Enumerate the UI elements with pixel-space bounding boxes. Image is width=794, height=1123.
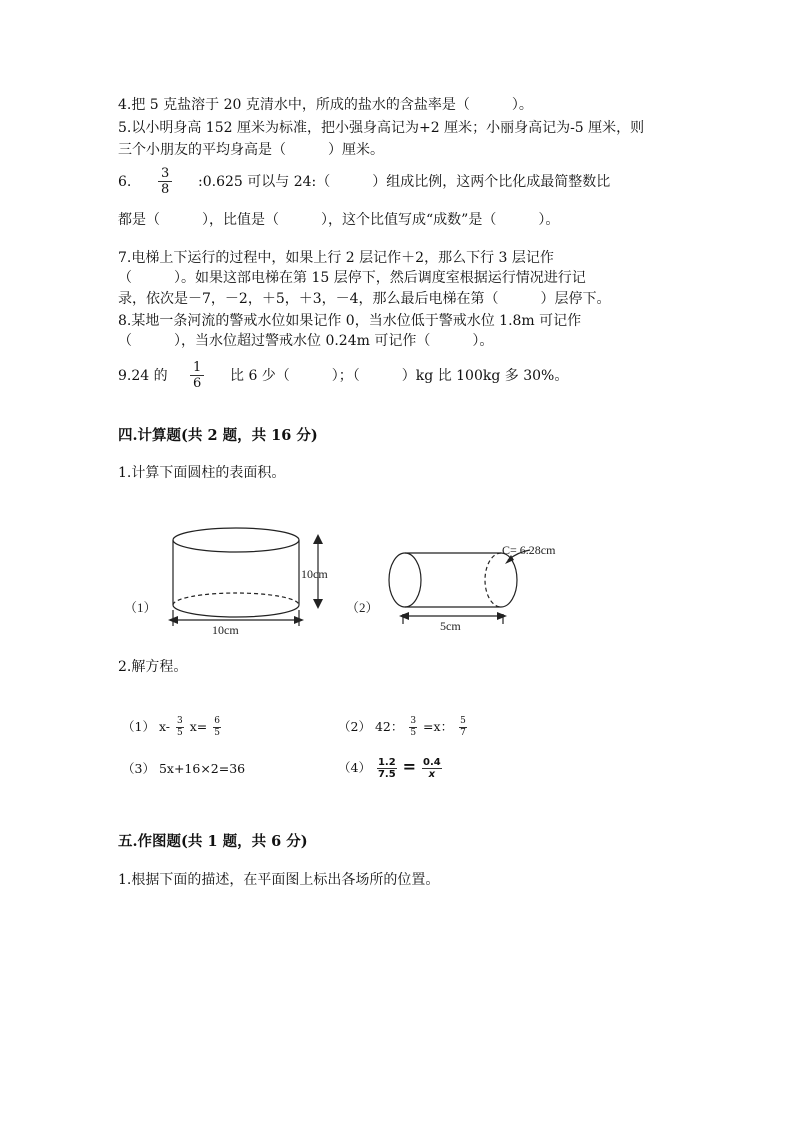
question-6-fraction [158, 166, 172, 197]
calc-question-2: 2.解方程。 [118, 659, 188, 675]
equation-1-label: （1） [122, 719, 155, 734]
question-4: 4.把 5 克盐溶于 20 克清水中，所成的盐水的含盐率是（ ）。 [118, 97, 533, 113]
calc-question-1: 1.计算下面圆柱的表面积。 [118, 465, 286, 481]
equation-1-a: x- [158, 719, 170, 734]
fraction-numerator: 6 [214, 716, 220, 726]
equation-1-b: x= [189, 719, 208, 734]
equation-4-fraction-1 [377, 757, 397, 780]
equation-2-a: 42： [374, 719, 404, 734]
equation-1 [122, 714, 223, 740]
equation-2 [338, 714, 469, 740]
equation-3-text: 5x+16×2=36 [158, 761, 246, 776]
fraction-denominator: 5 [410, 728, 417, 738]
fraction-denominator: 7.5 [377, 769, 396, 780]
equation-4-fraction-2 [422, 757, 442, 780]
question-6-text1: :0.625 可以与 24:（ ）组成比例，这两个比化成最简整数比 [198, 174, 611, 190]
cylinder-figures [110, 520, 590, 650]
fraction-denominator: 8 [161, 182, 170, 197]
fraction-denominator: x [428, 769, 436, 780]
equation-2-b: =x： [423, 719, 454, 734]
fraction-numerator: 3 [158, 166, 172, 182]
fraction-denominator: 7 [460, 728, 466, 738]
equation-1-fraction-2 [213, 716, 221, 739]
question-7-line2: （ ）。如果这部电梯在第 15 层停下，然后调度室根据运行情况进行记 [118, 270, 586, 286]
question-8-line1: 8.某地一条河流的警戒水位如果记作 0，当水位低于警戒水位 1.8m 可记作 [118, 313, 582, 329]
draw-question-1: 1.根据下面的描述，在平面图上标出各场所的位置。 [118, 872, 440, 888]
fraction-denominator: 5 [176, 728, 183, 738]
equation-3 [122, 756, 245, 782]
question-8-line2: （ ），当水位超过警戒水位 0.24m 可记作（ ）。 [118, 333, 494, 349]
cylinder-1 [168, 528, 323, 626]
equation-4 [338, 754, 444, 781]
fig1-label: （1） [124, 600, 157, 615]
question-6-text2: 都是（ ），比值是（ ），这个比值写成“成数”是（ ）。 [118, 212, 560, 228]
fig1-diameter-label: 10cm [212, 623, 239, 637]
question-6-number: 6. [118, 174, 132, 190]
cylinder-2 [389, 550, 530, 624]
equation-4-equals: = [402, 757, 417, 776]
equation-2-fraction-1 [409, 716, 417, 739]
question-5: 5.以小明身高 152 厘米为标准，把小强身高记为+2 厘米；小丽身高记为-5 厘米，则三个小朋友的平均身高是（ ）厘米。 [118, 120, 645, 158]
equation-2-label: （2） [338, 719, 371, 734]
fraction-numerator: 1 [190, 360, 204, 376]
question-9-text: 比 6 少（ ）；（ ）kg 比 100kg 多 30%。 [230, 368, 569, 384]
question-9-prefix: 9.24 的 [118, 368, 168, 384]
section-4-title: 四.计算题(共 2 题，共 16 分) [118, 427, 318, 444]
question-9-fraction [190, 360, 204, 391]
equation-2-fraction-2 [459, 716, 467, 739]
fraction-denominator: 6 [193, 376, 202, 391]
fraction-numerator: 3 [410, 716, 417, 726]
fraction-numerator: 1.2 [377, 757, 396, 768]
fig2-label: （2） [346, 600, 379, 615]
equation-4-label: （4） [338, 760, 371, 775]
fig2-length-label: 5cm [440, 619, 461, 633]
question-7-line3: 录，依次是－7，－2，＋5，＋3，－4，那么最后电梯在第（ ）层停下。 [118, 291, 611, 307]
section-5-title: 五.作图题(共 1 题，共 6 分) [118, 833, 308, 850]
fraction-numerator: 0.4 [423, 757, 441, 768]
fig2-circumference-label: C= 6.28cm [502, 543, 556, 557]
equation-3-label: （3） [122, 761, 155, 776]
question-7-line1: 7.电梯上下运行的过程中，如果上行 2 层记作＋2，那么下行 3 层记作 [118, 250, 554, 266]
fraction-numerator: 3 [176, 716, 183, 726]
equation-1-fraction-1 [176, 716, 184, 739]
fraction-denominator: 5 [214, 728, 220, 738]
fig1-height-label: 10cm [301, 567, 328, 581]
fraction-numerator: 5 [460, 716, 466, 726]
